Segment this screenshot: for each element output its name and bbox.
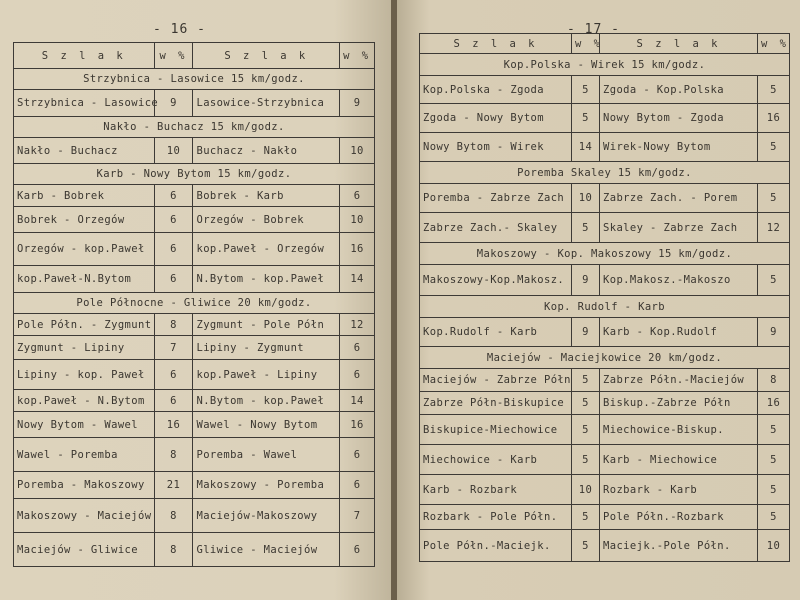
table-row — [14, 185, 375, 207]
route-return: Karb - Kop.Rudolf — [600, 318, 758, 347]
route-outbound: Nowy Bytom - Wirek — [420, 133, 572, 162]
table-header-row — [14, 43, 375, 69]
time-return: 9 — [758, 318, 790, 347]
time-return: 14 — [340, 390, 375, 412]
route-return: N.Bytom - kop.Paweł — [193, 266, 340, 293]
table-row — [420, 318, 790, 347]
route-outbound: Maciejów - Gliwice — [14, 533, 155, 567]
table-row — [420, 213, 790, 243]
table-row — [420, 505, 790, 530]
section-title: Nakło - Buchacz 15 km/godz. — [14, 117, 375, 138]
time-return: 6 — [340, 336, 375, 360]
route-return: Zabrze Zach. - Porem — [600, 184, 758, 213]
time-return: 10 — [340, 138, 375, 164]
table-row — [420, 445, 790, 475]
table-row — [14, 138, 375, 164]
time-outbound: 8 — [154, 533, 193, 567]
table-row — [420, 104, 790, 133]
left-page — [0, 0, 393, 600]
time-return: 5 — [758, 265, 790, 296]
route-return: Kop.Makosz.-Makoszo — [600, 265, 758, 296]
route-outbound: Karb - Rozbark — [420, 475, 572, 505]
time-return: 9 — [340, 90, 375, 117]
route-outbound: Poremba - Makoszowy — [14, 472, 155, 499]
page-number: - 16 - — [153, 22, 206, 37]
column-header-time: w % — [572, 34, 600, 54]
route-outbound: Biskupice-Miechowice — [420, 415, 572, 445]
table-row — [420, 392, 790, 415]
table-row — [14, 266, 375, 293]
time-return: 16 — [340, 233, 375, 266]
section-title: Maciejów - Maciejkowice 20 km/godz. — [420, 347, 790, 369]
route-outbound: Maciejów - Zabrze Półn — [420, 369, 572, 392]
column-header-time: w % — [340, 43, 375, 69]
time-outbound: 5 — [572, 505, 600, 530]
time-outbound: 6 — [154, 266, 193, 293]
column-header-route: S z l a k — [14, 43, 155, 69]
time-outbound: 5 — [572, 369, 600, 392]
section-title: Strzybnica - Lasowice 15 km/godz. — [14, 69, 375, 90]
route-outbound: Poremba - Zabrze Zach — [420, 184, 572, 213]
page-number: - 17 - — [567, 22, 620, 37]
time-outbound: 21 — [154, 472, 193, 499]
time-outbound: 10 — [154, 138, 193, 164]
time-return: 7 — [340, 499, 375, 533]
route-outbound: Zygmunt - Lipiny — [14, 336, 155, 360]
route-outbound: Rozbark - Pole Półn. — [420, 505, 572, 530]
route-return: Maciejk.-Pole Półn. — [600, 530, 758, 562]
route-return: Makoszowy - Poremba — [193, 472, 340, 499]
time-outbound: 5 — [572, 530, 600, 562]
route-outbound: Makoszowy - Maciejów — [14, 499, 155, 533]
table-row — [420, 369, 790, 392]
time-return: 5 — [758, 76, 790, 104]
route-return: Miechowice-Biskup. — [600, 415, 758, 445]
time-outbound: 5 — [572, 213, 600, 243]
column-header-route: S z l a k — [420, 34, 572, 54]
section-title-row — [420, 243, 790, 265]
route-return: Buchacz - Nakło — [193, 138, 340, 164]
section-title-row — [420, 162, 790, 184]
route-outbound: Pole Półn. - Zygmunt — [14, 314, 155, 336]
route-outbound: Zgoda - Nowy Bytom — [420, 104, 572, 133]
route-return: Gliwice - Maciejów — [193, 533, 340, 567]
time-outbound: 6 — [154, 207, 193, 233]
route-return: Pole Półn.-Rozbark — [600, 505, 758, 530]
table-row — [420, 475, 790, 505]
time-outbound: 9 — [572, 318, 600, 347]
time-return: 6 — [340, 185, 375, 207]
route-return: Maciejów-Makoszowy — [193, 499, 340, 533]
route-return: Poremba - Wawel — [193, 438, 340, 472]
section-title-row — [420, 54, 790, 76]
section-title-row — [420, 296, 790, 318]
table-row — [14, 390, 375, 412]
route-outbound: Kop.Rudolf - Karb — [420, 318, 572, 347]
right-page — [397, 0, 800, 600]
time-return: 8 — [758, 369, 790, 392]
time-return: 6 — [340, 472, 375, 499]
section-title: Kop. Rudolf - Karb — [420, 296, 790, 318]
route-return: kop.Paweł - Lipiny — [193, 360, 340, 390]
time-outbound: 5 — [572, 104, 600, 133]
route-return: Lipiny - Zygmunt — [193, 336, 340, 360]
route-table — [13, 42, 375, 567]
time-outbound: 5 — [572, 76, 600, 104]
route-outbound: Bobrek - Orzegów — [14, 207, 155, 233]
route-return: Wawel - Nowy Bytom — [193, 412, 340, 438]
section-title: Kop.Polska - Wirek 15 km/godz. — [420, 54, 790, 76]
route-outbound: Orzegów - kop.Paweł — [14, 233, 155, 266]
route-outbound: Karb - Bobrek — [14, 185, 155, 207]
table-row — [14, 360, 375, 390]
route-return: Zabrze Półn.-Maciejów — [600, 369, 758, 392]
route-return: Zygmunt - Pole Półn — [193, 314, 340, 336]
table-row — [14, 499, 375, 533]
section-title: Pole Północne - Gliwice 20 km/godz. — [14, 293, 375, 314]
route-return: Nowy Bytom - Zgoda — [600, 104, 758, 133]
route-return: N.Bytom - kop.Paweł — [193, 390, 340, 412]
table-row — [14, 438, 375, 472]
time-outbound: 5 — [572, 415, 600, 445]
time-return: 12 — [758, 213, 790, 243]
time-outbound: 6 — [154, 185, 193, 207]
time-return: 12 — [340, 314, 375, 336]
route-outbound: Zabrze Zach.- Skaley — [420, 213, 572, 243]
section-title-row — [420, 347, 790, 369]
time-outbound: 6 — [154, 360, 193, 390]
section-title: Makoszowy - Kop. Makoszowy 15 km/godz. — [420, 243, 790, 265]
route-outbound: Strzybnica - Lasowice — [14, 90, 155, 117]
table-row — [420, 184, 790, 213]
section-title: Poremba Skaley 15 km/godz. — [420, 162, 790, 184]
time-outbound: 8 — [154, 499, 193, 533]
route-return: Orzegów - Bobrek — [193, 207, 340, 233]
route-outbound: Nakło - Buchacz — [14, 138, 155, 164]
time-return: 16 — [758, 104, 790, 133]
time-outbound: 6 — [154, 233, 193, 266]
route-return: Bobrek - Karb — [193, 185, 340, 207]
table-row — [14, 314, 375, 336]
time-return: 16 — [340, 412, 375, 438]
time-return: 6 — [340, 438, 375, 472]
time-outbound: 7 — [154, 336, 193, 360]
table-row — [420, 133, 790, 162]
section-title-row — [14, 293, 375, 314]
route-outbound: kop.Paweł - N.Bytom — [14, 390, 155, 412]
route-outbound: Makoszowy-Kop.Makosz. — [420, 265, 572, 296]
time-return: 6 — [340, 533, 375, 567]
section-title-row — [14, 164, 375, 185]
section-title-row — [14, 117, 375, 138]
route-table — [419, 33, 790, 562]
time-return: 5 — [758, 505, 790, 530]
time-outbound: 14 — [572, 133, 600, 162]
time-return: 5 — [758, 445, 790, 475]
time-outbound: 9 — [572, 265, 600, 296]
route-return: Rozbark - Karb — [600, 475, 758, 505]
time-return: 5 — [758, 475, 790, 505]
time-outbound: 10 — [572, 184, 600, 213]
table-row — [14, 207, 375, 233]
time-outbound: 10 — [572, 475, 600, 505]
time-return: 14 — [340, 266, 375, 293]
route-return: Karb - Miechowice — [600, 445, 758, 475]
time-return: 5 — [758, 184, 790, 213]
time-outbound: 5 — [572, 445, 600, 475]
column-header-route: S z l a k — [600, 34, 758, 54]
route-outbound: kop.Paweł-N.Bytom — [14, 266, 155, 293]
table-row — [14, 336, 375, 360]
route-return: kop.Paweł - Orzegów — [193, 233, 340, 266]
route-return: Wirek-Nowy Bytom — [600, 133, 758, 162]
route-outbound: Pole Półn.-Maciejk. — [420, 530, 572, 562]
time-outbound: 8 — [154, 314, 193, 336]
route-outbound: Nowy Bytom - Wawel — [14, 412, 155, 438]
route-outbound: Miechowice - Karb — [420, 445, 572, 475]
section-title-row — [14, 69, 375, 90]
time-outbound: 8 — [154, 438, 193, 472]
time-return: 16 — [758, 392, 790, 415]
time-return: 10 — [758, 530, 790, 562]
table-row — [14, 472, 375, 499]
route-return: Biskup.-Zabrze Półn — [600, 392, 758, 415]
time-return: 5 — [758, 415, 790, 445]
route-outbound: Lipiny - kop. Paweł — [14, 360, 155, 390]
table-row — [420, 76, 790, 104]
route-outbound: Wawel - Poremba — [14, 438, 155, 472]
route-return: Lasowice-Strzybnica — [193, 90, 340, 117]
table-row — [420, 415, 790, 445]
table-row — [420, 265, 790, 296]
route-return: Skaley - Zabrze Zach — [600, 213, 758, 243]
section-title: Karb - Nowy Bytom 15 km/godz. — [14, 164, 375, 185]
time-outbound: 6 — [154, 390, 193, 412]
column-header-time: w % — [154, 43, 193, 69]
route-outbound: Kop.Polska - Zgoda — [420, 76, 572, 104]
table-header-row — [420, 34, 790, 54]
time-return: 6 — [340, 360, 375, 390]
time-outbound: 5 — [572, 392, 600, 415]
column-header-time: w % — [758, 34, 790, 54]
route-return: Zgoda - Kop.Polska — [600, 76, 758, 104]
table-row — [14, 533, 375, 567]
time-outbound: 9 — [154, 90, 193, 117]
table-row — [420, 530, 790, 562]
time-return: 5 — [758, 133, 790, 162]
table-row — [14, 90, 375, 117]
table-row — [14, 233, 375, 266]
table-row — [14, 412, 375, 438]
time-return: 10 — [340, 207, 375, 233]
time-outbound: 16 — [154, 412, 193, 438]
route-outbound: Zabrze Półn-Biskupice — [420, 392, 572, 415]
column-header-route: S z l a k — [193, 43, 340, 69]
